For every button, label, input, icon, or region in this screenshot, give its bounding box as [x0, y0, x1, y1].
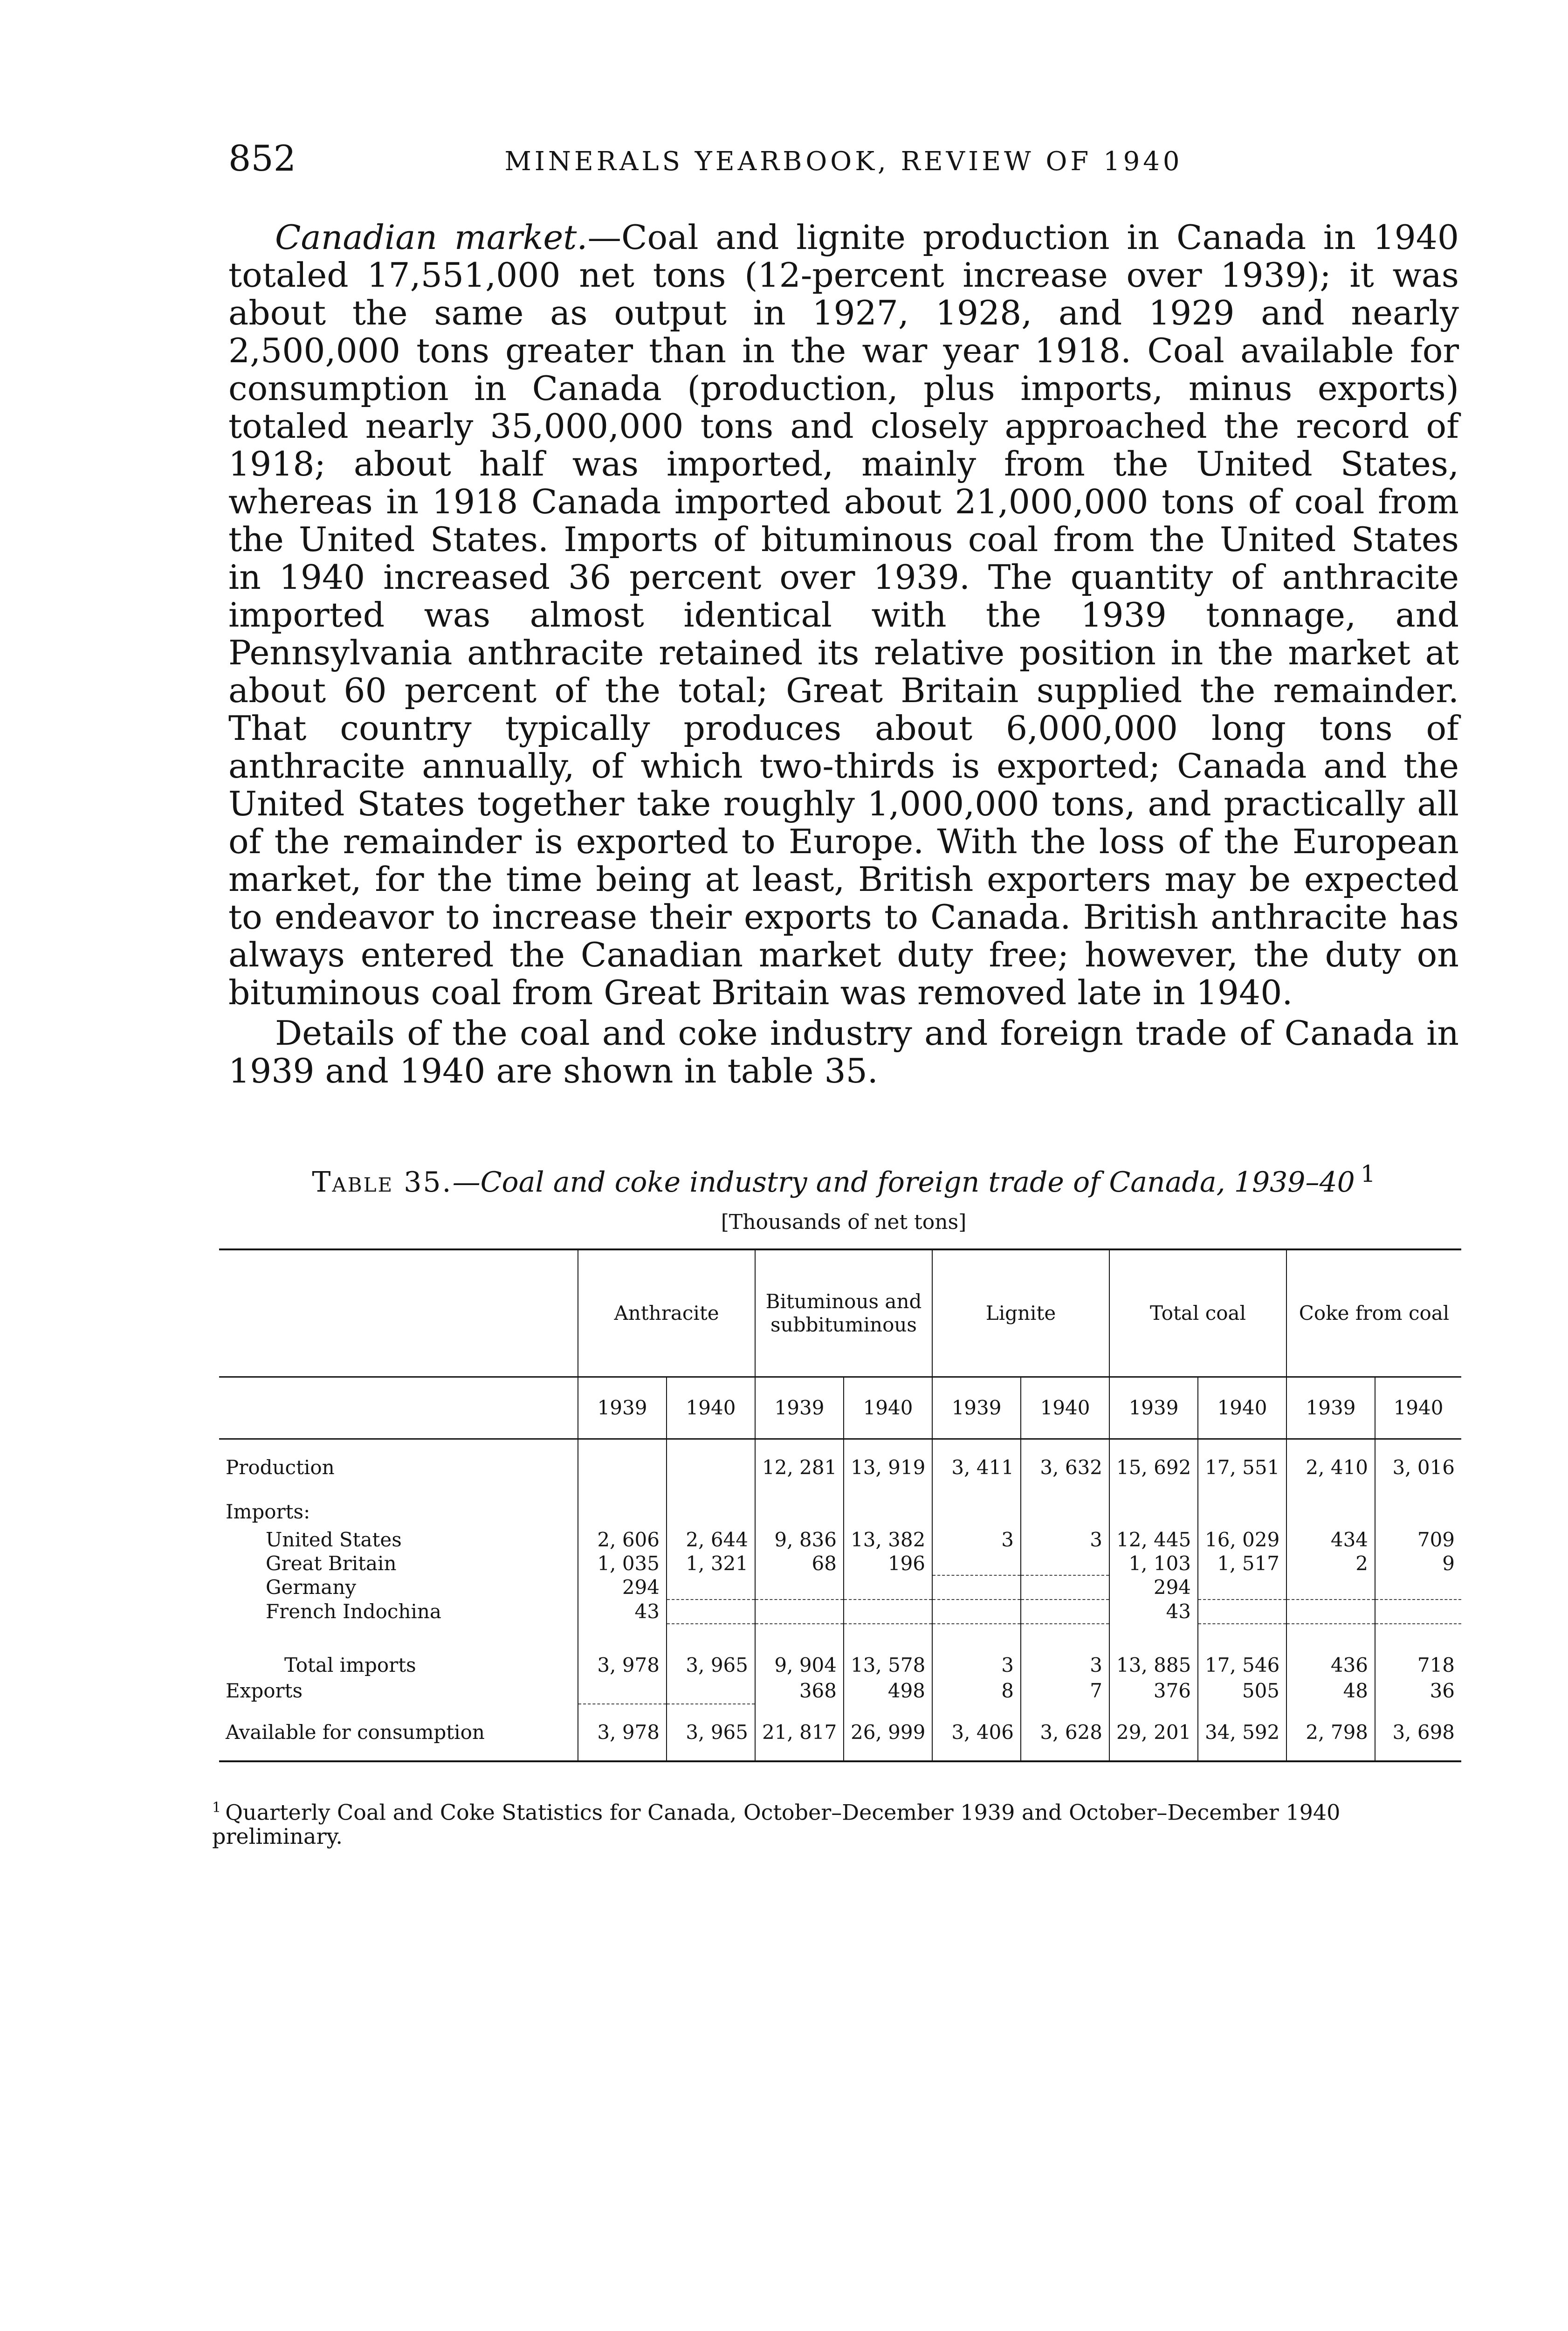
table-cell: 709 [1375, 1528, 1461, 1552]
table-cell [932, 1552, 1021, 1575]
table-cell [1375, 1575, 1461, 1600]
table-cell: 68 [755, 1552, 844, 1575]
row-label: Available for consumption [219, 1704, 578, 1761]
table-cell [1198, 1600, 1286, 1624]
table-cell [1286, 1575, 1375, 1600]
table-cell: 13, 578 [844, 1652, 932, 1678]
table-cell: 3 [932, 1528, 1021, 1552]
paragraph-2: Details of the coal and coke industry and foreign trade of Canada in 1939 and 1940 are shown in table 35. [228, 1014, 1459, 1091]
run-in-heading: Canadian market. [275, 218, 588, 257]
table-cell: 3, 406 [932, 1704, 1021, 1761]
table-cell: 8 [932, 1678, 1021, 1704]
table-label: Table 35. [312, 1166, 453, 1199]
table-cell: 376 [1109, 1678, 1198, 1704]
table-cell: 3, 965 [667, 1704, 755, 1761]
footnote-text: Quarterly Coal and Coke Statistics for Canada, October–December 1939 and October–December 1940 preliminary. [212, 1800, 1341, 1849]
table-row-total-imports [219, 1652, 1461, 1678]
table-cell [844, 1575, 932, 1600]
table-cell: 3 [1021, 1652, 1109, 1678]
table-cell: 36 [1375, 1678, 1461, 1704]
table-cell [667, 1600, 755, 1624]
table-cell [932, 1575, 1021, 1600]
running-title: MINERALS YEARBOOK, REVIEW OF 1940 [504, 146, 1183, 177]
table-row-united-states [219, 1528, 1461, 1552]
column-group-anthracite: Anthracite [578, 1249, 755, 1377]
table-cell: 3, 016 [1375, 1439, 1461, 1496]
table-row-french-indochina [219, 1600, 1461, 1624]
table-row-germany [219, 1575, 1461, 1600]
table-cell: 294 [578, 1575, 667, 1600]
paragraph-canadian-market [228, 219, 1459, 1012]
table-cell: 3, 978 [578, 1704, 667, 1761]
table-subcaption: [Thousands of net tons] [721, 1210, 967, 1234]
table-cell: 16, 029 [1198, 1528, 1286, 1552]
table-cell: 2, 644 [667, 1528, 755, 1552]
table-cell: 3, 978 [578, 1652, 667, 1678]
table-cell: 2, 798 [1286, 1704, 1375, 1761]
row-label: French Indochina [266, 1600, 441, 1623]
table-cell: 9, 904 [755, 1652, 844, 1678]
table-cell: 2 [1286, 1552, 1375, 1575]
year-header: 1940 [667, 1377, 755, 1439]
year-header: 1940 [1375, 1377, 1461, 1439]
table-cell [1021, 1552, 1109, 1575]
table-cell: 2, 410 [1286, 1439, 1375, 1496]
table-title: —Coal and coke industry and foreign trade of Canada, 1939–40 [452, 1166, 1355, 1199]
table-cell: 48 [1286, 1678, 1375, 1704]
table-cell: 2, 606 [578, 1528, 667, 1552]
table-cell: 3, 632 [1021, 1439, 1109, 1496]
row-label: Germany [266, 1576, 357, 1599]
table-cell: 1, 517 [1198, 1552, 1286, 1575]
header-stub [219, 1249, 578, 1377]
row-label: Great Britain [266, 1552, 397, 1575]
row-label: Production [226, 1456, 335, 1479]
table-footnote-marker: 1 [1360, 1160, 1375, 1187]
table-cell: 3 [932, 1652, 1021, 1678]
table-cell: 196 [844, 1552, 932, 1575]
table-row-available-for-consumption [219, 1704, 1461, 1761]
table-cell [755, 1600, 844, 1624]
table-cell [578, 1439, 667, 1496]
table-cell: 17, 546 [1198, 1652, 1286, 1678]
row-label: United States [266, 1528, 402, 1551]
table-cell: 13, 885 [1109, 1652, 1198, 1678]
table-cell: 9, 836 [755, 1528, 844, 1552]
running-head [228, 135, 1459, 186]
table-cell: 29, 201 [1109, 1704, 1198, 1761]
table-year-row [219, 1377, 1461, 1439]
table-cell: 3 [1021, 1528, 1109, 1552]
year-header: 1939 [578, 1377, 667, 1439]
table-cell: 15, 692 [1109, 1439, 1198, 1496]
table-cell [667, 1575, 755, 1600]
coal-table [219, 1248, 1461, 1762]
table-cell: 368 [755, 1678, 844, 1704]
year-header: 1940 [1198, 1377, 1286, 1439]
table-row-production [219, 1439, 1461, 1496]
body-text [228, 219, 1459, 1090]
table-cell: 505 [1198, 1678, 1286, 1704]
table-cell: 12, 445 [1109, 1528, 1198, 1552]
table-cell [667, 1439, 755, 1496]
year-header: 1939 [755, 1377, 844, 1439]
year-header: 1940 [844, 1377, 932, 1439]
table-cell: 43 [578, 1600, 667, 1624]
table-cell: 434 [1286, 1528, 1375, 1552]
table-cell: 21, 817 [755, 1704, 844, 1761]
table-cell [1286, 1600, 1375, 1624]
table-row-imports-heading [219, 1496, 1461, 1528]
table-row-exports [219, 1678, 1461, 1704]
column-group-bituminous: Bituminous and subbituminous [755, 1249, 932, 1377]
table-cell [1021, 1575, 1109, 1600]
table-cell [1198, 1575, 1286, 1600]
table-cell: 3, 965 [667, 1652, 755, 1678]
table-row-great-britain [219, 1552, 1461, 1575]
table-cell: 1, 321 [667, 1552, 755, 1575]
row-label: Imports: [226, 1500, 310, 1523]
table-cell: 13, 382 [844, 1528, 932, 1552]
table-cell: 12, 281 [755, 1439, 844, 1496]
header-stub-years [219, 1377, 578, 1439]
row-label: Total imports [284, 1653, 416, 1676]
paragraph-1-text: —Coal and lignite production in Canada in 1940 totaled 17,551,000 net tons (12-percent increase over 1939); it was about the same as output in 1927, 1928, and 1929 and nearly 2,500,000 tons greater than in the war year 1918. Coal available for consumption in Canada (production, plus imports, minus exports) totaled nearly 35,000,000 tons and closely approached the record of 1918; about half was imported, mainly from the United States, whereas in 1918 Canada imported about 21,000,000 tons of coal from the United States. Imports of bituminous coal from the United States in 1940 increased 36 percent over 1939. The quantity of anthracite imported was almost identical with the 1939 tonnage, and Pennsylvania anthracite retained its relative position in the market at about 60 percent of the total; Great Britain supplied the remainder. That country typically produces about 6,000,000 long tons of anthracite annually, of which two-thirds is exported; Canada and the United States together take roughly 1,000,000 tons, and practically all of the remainder is exported to Europe. With the loss of the European market, for the time being at least, British exporters may be expected to endeavor to increase their exports to Canada. British anthracite has always entered the Canadian market duty free; however, the duty on bituminous coal from Great Britain was removed late in 1940. [228, 218, 1459, 1013]
footnote-marker: 1 [212, 1800, 221, 1816]
year-header: 1939 [932, 1377, 1021, 1439]
year-header: 1939 [1109, 1377, 1198, 1439]
table-cell: 436 [1286, 1652, 1375, 1678]
table-cell: 26, 999 [844, 1704, 932, 1761]
table-cell: 498 [844, 1678, 932, 1704]
table-cell [578, 1678, 667, 1704]
page-number: 852 [228, 138, 296, 179]
table-cell: 1, 103 [1109, 1552, 1198, 1575]
table-cell: 3, 628 [1021, 1704, 1109, 1761]
table-cell: 3, 698 [1375, 1704, 1461, 1761]
year-header: 1940 [1021, 1377, 1109, 1439]
table-cell: 34, 592 [1198, 1704, 1286, 1761]
table-cell: 1, 035 [578, 1552, 667, 1575]
table-cell [755, 1575, 844, 1600]
year-header: 1939 [1286, 1377, 1375, 1439]
table-cell [1021, 1600, 1109, 1624]
table-cell: 9 [1375, 1552, 1461, 1575]
table-cell: 43 [1109, 1600, 1198, 1624]
table-cell: 7 [1021, 1678, 1109, 1704]
table-cell: 17, 551 [1198, 1439, 1286, 1496]
table-cell: 13, 919 [844, 1439, 932, 1496]
table-cell: 718 [1375, 1652, 1461, 1678]
table-cell: 294 [1109, 1575, 1198, 1600]
column-group-coke: Coke from coal [1286, 1249, 1461, 1377]
table-footnote [212, 1796, 1452, 1848]
column-group-lignite: Lignite [932, 1249, 1109, 1377]
table-cell: 3, 411 [932, 1439, 1021, 1496]
table-cell [844, 1600, 932, 1624]
table-caption [228, 1155, 1459, 1201]
column-group-total-coal: Total coal [1109, 1249, 1286, 1377]
table-cell [1375, 1600, 1461, 1624]
table-cell [932, 1600, 1021, 1624]
table-cell [667, 1678, 755, 1704]
table-header-row [219, 1249, 1461, 1377]
row-label: Exports [226, 1679, 303, 1702]
